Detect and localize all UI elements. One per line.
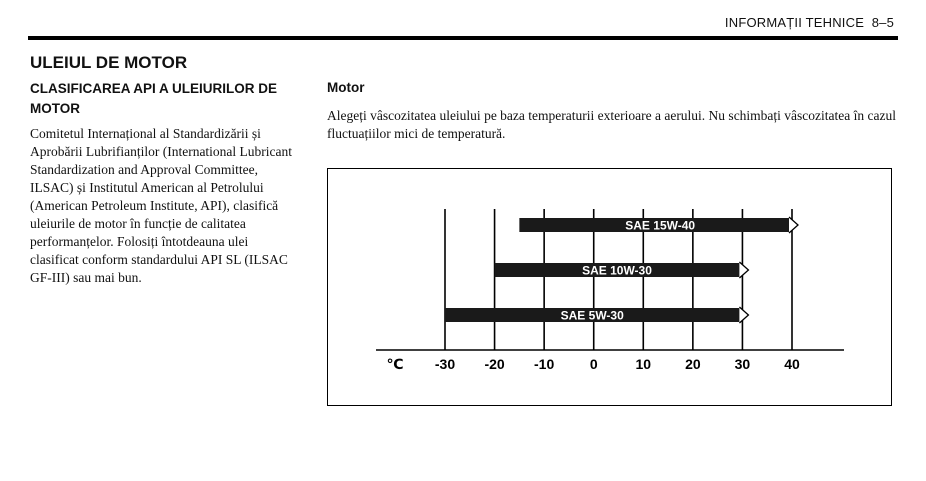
- header-rule: [28, 36, 898, 40]
- running-title: INFORMAȚII TEHNICE: [724, 15, 865, 30]
- motor-paragraph: Alegeți vâscozitatea uleiului pe baza temperaturii exterioare a aerului. Nu schimbați vâscozitatea în cazul fluctuațiilor mici de temperatură.: [327, 108, 896, 141]
- page-number: 8–5: [871, 15, 894, 30]
- tick-label-3: 0: [589, 356, 598, 372]
- bar-arrow-2: [739, 307, 748, 323]
- bar-label-2: SAE 5W-30: [560, 308, 624, 323]
- bar-label-1: SAE 10W-30: [582, 263, 652, 278]
- tick-label-4: 10: [635, 356, 652, 372]
- bar-arrow-1: [739, 262, 748, 278]
- motor-heading: Motor: [327, 80, 365, 95]
- tick-label-0: -30: [434, 356, 456, 372]
- tick-label-1: -20: [484, 356, 505, 372]
- bar-label-0: SAE 15W-40: [625, 218, 696, 233]
- unit-label: ℃: [386, 357, 404, 373]
- tick-label-5: 20: [685, 356, 701, 372]
- viscosity-chart-svg: [328, 169, 891, 405]
- tick-label-6: 30: [734, 356, 751, 372]
- tick-label-2: -10: [534, 356, 555, 372]
- section-title: ULEIUL DE MOTOR: [30, 53, 188, 72]
- subsection-title: CLASIFICAREA API A ULEIURILOR DE MOTOR: [30, 81, 278, 116]
- running-header: [725, 15, 894, 30]
- viscosity-chart: [327, 168, 892, 406]
- bar-arrow-0: [789, 217, 798, 233]
- tick-label-7: 40: [784, 356, 800, 372]
- body-paragraph: Comitetul Internațional al Standardizării și Aprobării Lubrifianților (International Lubricant Standardization and Approval Committee, ILSAC) și Institutul American al Petrolului (American Petroleum Institute, API), clasifică uleiurile de motor în funcție de calitatea performanțelor. Folosiți întotdeauna ulei clasificat conform standardului API SL (ILSAC GF-III) sau mai bun.: [30, 126, 293, 285]
